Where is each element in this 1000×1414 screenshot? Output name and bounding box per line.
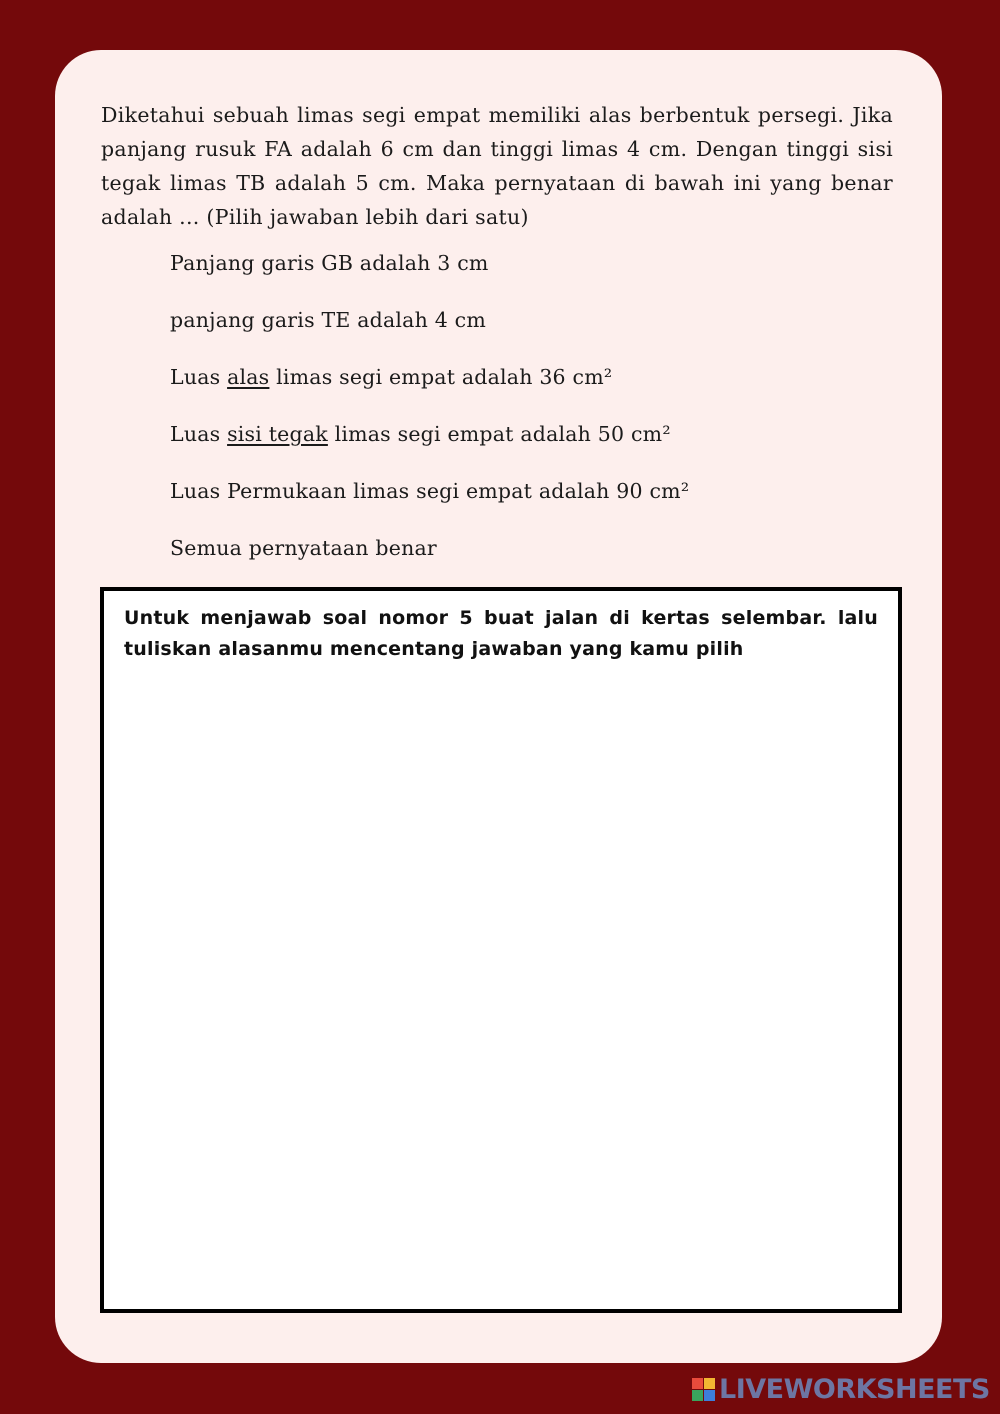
option-label: Luas Permukaan limas segi empat adalah 90 cm² <box>170 479 690 503</box>
option-label-suffix: limas segi empat adalah 36 cm² <box>269 365 613 389</box>
logo-square <box>692 1378 703 1389</box>
option-label-prefix: Luas <box>170 422 228 446</box>
option-label: panjang garis TE adalah 4 cm <box>170 308 487 332</box>
liveworksheets-logo-icon <box>692 1378 715 1401</box>
logo-square <box>692 1390 703 1401</box>
option-3[interactable] <box>170 360 689 417</box>
options-list <box>170 246 689 588</box>
option-5[interactable] <box>170 474 689 531</box>
option-4[interactable] <box>170 417 689 474</box>
option-label-suffix: limas segi empat adalah 50 cm² <box>327 422 671 446</box>
option-2[interactable] <box>170 303 689 360</box>
answer-box[interactable] <box>100 587 902 1313</box>
brand-text: LIVEWORKSHEETS <box>719 1374 990 1405</box>
option-label-underlined: alas <box>227 365 270 389</box>
question-text: Diketahui sebuah limas segi empat memiliki alas berbentuk persegi. Jika panjang rusuk FA adalah 6 cm dan tinggi limas 4 cm. Dengan tinggi sisi tegak limas TB adalah 5 cm. Maka pernyataan di bawah ini yang benar adalah ... (Pilih jawaban lebih dari satu) <box>101 103 893 229</box>
answer-instruction: Untuk menjawab soal nomor 5 buat jalan di kertas selembar. lalu tuliskan alasanmu mencentang jawaban yang kamu pilih <box>124 607 878 660</box>
option-label-prefix: Luas <box>170 365 228 389</box>
logo-square <box>704 1378 715 1389</box>
logo-square <box>704 1390 715 1401</box>
liveworksheets-branding <box>692 1374 990 1405</box>
option-label-underlined: sisi tegak <box>227 422 328 446</box>
option-label: Panjang garis GB adalah 3 cm <box>170 251 489 275</box>
option-label: Semua pernyataan benar <box>170 536 437 560</box>
option-6[interactable] <box>170 531 689 588</box>
option-1[interactable] <box>170 246 689 303</box>
